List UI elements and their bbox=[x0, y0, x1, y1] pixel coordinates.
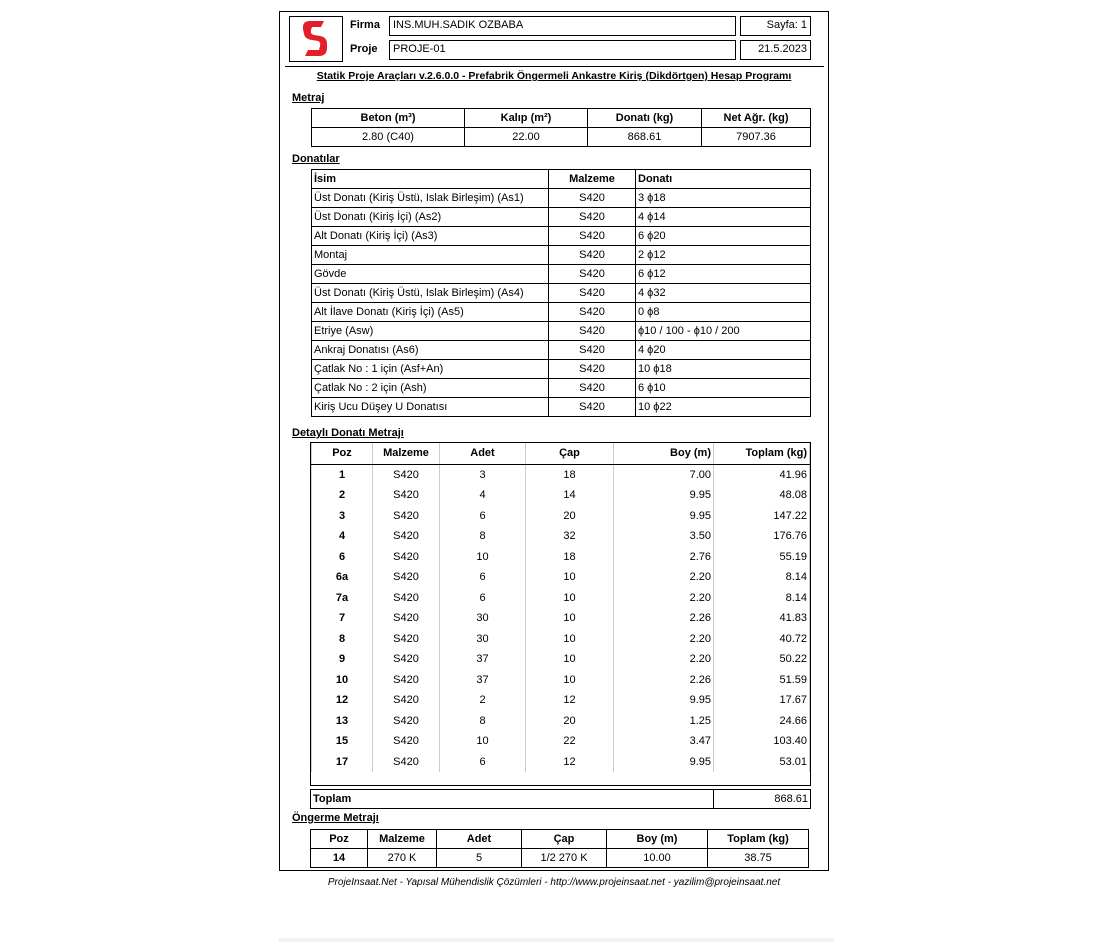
donatilar-header: İsim bbox=[312, 170, 549, 189]
cap-cell: 32 bbox=[526, 526, 614, 547]
poz-cell: 6 bbox=[312, 547, 373, 568]
toplam-cell: 40.72 bbox=[714, 629, 810, 650]
malzeme-cell: S420 bbox=[373, 731, 440, 752]
metraj-value: 7907.36 bbox=[702, 128, 811, 147]
ongerme-header: Çap bbox=[522, 830, 607, 849]
detayli-header: Boy (m) bbox=[614, 443, 714, 464]
adet-cell: 10 bbox=[440, 731, 526, 752]
donati-material: S420 bbox=[549, 341, 636, 360]
toplam-cell: 176.76 bbox=[714, 526, 810, 547]
donatilar-header: Donatı bbox=[636, 170, 811, 189]
donati-value: 2 ϕ12 bbox=[636, 246, 811, 265]
adet-cell: 6 bbox=[440, 567, 526, 588]
adet-cell: 6 bbox=[440, 752, 526, 773]
donati-material: S420 bbox=[549, 303, 636, 322]
adet-cell: 10 bbox=[440, 547, 526, 568]
malzeme-cell: S420 bbox=[373, 649, 440, 670]
footer-credit: ProjeInsaat.Net - Yapısal Mühendislik Çözümleri - http://www.projeinsaat.net - yazilim@projeinsaat.net bbox=[327, 877, 781, 888]
donati-name: Üst Donatı (Kiriş İçi) (As2) bbox=[312, 208, 549, 227]
adet-cell: 8 bbox=[440, 711, 526, 732]
poz-cell: 10 bbox=[312, 670, 373, 691]
ongerme-header: Malzeme bbox=[368, 830, 437, 849]
donati-material: S420 bbox=[549, 398, 636, 417]
donati-material: S420 bbox=[549, 360, 636, 379]
toplam-cell: 147.22 bbox=[714, 506, 810, 527]
metraj-title: Metraj bbox=[292, 92, 325, 104]
toplam-cell: 41.96 bbox=[714, 464, 810, 485]
metraj-value: 2.80 (C40) bbox=[312, 128, 465, 147]
malzeme-cell: S420 bbox=[373, 670, 440, 691]
toplam-cell: 55.19 bbox=[714, 547, 810, 568]
donati-material: S420 bbox=[549, 265, 636, 284]
firma-label: Firma bbox=[350, 19, 380, 31]
metraj-table bbox=[311, 108, 811, 147]
donati-name: Kiriş Ucu Düşey U Donatısı bbox=[312, 398, 549, 417]
adet-cell: 4 bbox=[440, 485, 526, 506]
donati-value: 4 ϕ32 bbox=[636, 284, 811, 303]
donati-name: Üst Donatı (Kiriş Üstü, Islak Birleşim) (As4) bbox=[312, 284, 549, 303]
poz-cell: 1 bbox=[312, 464, 373, 485]
malzeme-cell: S420 bbox=[373, 629, 440, 650]
malzeme-cell: S420 bbox=[373, 588, 440, 609]
donati-value: 3 ϕ18 bbox=[636, 189, 811, 208]
donati-name: Üst Donatı (Kiriş Üstü, Islak Birleşim) (As1) bbox=[312, 189, 549, 208]
boy-cell: 9.95 bbox=[614, 485, 714, 506]
malzeme-cell: S420 bbox=[373, 485, 440, 506]
ongerme-boy: 10.00 bbox=[607, 849, 708, 868]
donatilar-table bbox=[311, 169, 811, 417]
total-value: 868.61 bbox=[714, 790, 811, 809]
toplam-cell: 8.14 bbox=[714, 567, 810, 588]
malzeme-cell: S420 bbox=[373, 752, 440, 773]
poz-cell: 7 bbox=[312, 608, 373, 629]
ongerme-toplam: 38.75 bbox=[708, 849, 809, 868]
poz-cell: 13 bbox=[312, 711, 373, 732]
donati-name: Etriye (Asw) bbox=[312, 322, 549, 341]
ongerme-header: Toplam (kg) bbox=[708, 830, 809, 849]
malzeme-cell: S420 bbox=[373, 711, 440, 732]
page-number: Sayfa: 1 bbox=[766, 19, 807, 31]
donati-value: 10 ϕ18 bbox=[636, 360, 811, 379]
poz-cell: 17 bbox=[312, 752, 373, 773]
cap-cell: 20 bbox=[526, 506, 614, 527]
cap-cell: 20 bbox=[526, 711, 614, 732]
boy-cell: 9.95 bbox=[614, 752, 714, 773]
boy-cell: 2.26 bbox=[614, 608, 714, 629]
proje-label: Proje bbox=[350, 43, 378, 55]
donati-value: 10 ϕ22 bbox=[636, 398, 811, 417]
ongerme-malzeme: 270 K bbox=[368, 849, 437, 868]
detayli-header: Poz bbox=[312, 443, 373, 464]
donati-value: 4 ϕ14 bbox=[636, 208, 811, 227]
firma-value: INS.MUH.SADIK OZBABA bbox=[393, 19, 524, 31]
ongerme-adet: 5 bbox=[437, 849, 522, 868]
toplam-cell: 53.01 bbox=[714, 752, 810, 773]
program-title: Statik Proje Araçları v.2.6.0.0 - Prefabrik Öngermeli Ankastre Kiriş (Dikdörtgen) Hesap Programı bbox=[316, 70, 792, 82]
boy-cell: 7.00 bbox=[614, 464, 714, 485]
donati-name: Montaj bbox=[312, 246, 549, 265]
detayli-title: Detaylı Donatı Metrajı bbox=[292, 427, 404, 439]
ongerme-title: Öngerme Metrajı bbox=[292, 812, 379, 824]
donati-value: 6 ϕ10 bbox=[636, 379, 811, 398]
donati-value: 4 ϕ20 bbox=[636, 341, 811, 360]
boy-cell: 3.47 bbox=[614, 731, 714, 752]
cap-cell: 18 bbox=[526, 464, 614, 485]
detayli-header: Malzeme bbox=[373, 443, 440, 464]
metraj-header: Net Ağr. (kg) bbox=[702, 109, 811, 128]
malzeme-cell: S420 bbox=[373, 464, 440, 485]
donati-name: Çatlak No : 2 için (Ash) bbox=[312, 379, 549, 398]
donati-name: Alt Donatı (Kiriş İçi) (As3) bbox=[312, 227, 549, 246]
donati-value: ϕ10 / 100 - ϕ10 / 200 bbox=[636, 322, 811, 341]
ongerme-header: Boy (m) bbox=[607, 830, 708, 849]
adet-cell: 6 bbox=[440, 588, 526, 609]
malzeme-cell: S420 bbox=[373, 608, 440, 629]
poz-cell: 12 bbox=[312, 690, 373, 711]
ongerme-table bbox=[310, 829, 809, 868]
header-divider bbox=[285, 66, 824, 67]
toplam-cell: 48.08 bbox=[714, 485, 810, 506]
adet-cell: 37 bbox=[440, 670, 526, 691]
donati-value: 6 ϕ12 bbox=[636, 265, 811, 284]
adet-cell: 30 bbox=[440, 608, 526, 629]
detayli-table bbox=[311, 443, 810, 772]
proje-field bbox=[389, 40, 736, 60]
cap-cell: 10 bbox=[526, 608, 614, 629]
malzeme-cell: S420 bbox=[373, 567, 440, 588]
cap-cell: 18 bbox=[526, 547, 614, 568]
logo-box bbox=[289, 16, 343, 62]
boy-cell: 9.95 bbox=[614, 690, 714, 711]
toplam-cell: 103.40 bbox=[714, 731, 810, 752]
donati-name: Ankraj Donatısı (As6) bbox=[312, 341, 549, 360]
boy-cell: 2.76 bbox=[614, 547, 714, 568]
donati-material: S420 bbox=[549, 322, 636, 341]
poz-cell: 3 bbox=[312, 506, 373, 527]
adet-cell: 37 bbox=[440, 649, 526, 670]
detayli-header: Adet bbox=[440, 443, 526, 464]
poz-cell: 2 bbox=[312, 485, 373, 506]
metraj-header: Beton (m³) bbox=[312, 109, 465, 128]
report-date: 21.5.2023 bbox=[758, 43, 807, 55]
proje-value: PROJE-01 bbox=[393, 43, 446, 55]
adet-cell: 3 bbox=[440, 464, 526, 485]
ongerme-header: Adet bbox=[437, 830, 522, 849]
donati-material: S420 bbox=[549, 189, 636, 208]
total-table bbox=[310, 789, 811, 809]
poz-cell: 8 bbox=[312, 629, 373, 650]
poz-cell: 15 bbox=[312, 731, 373, 752]
boy-cell: 2.20 bbox=[614, 588, 714, 609]
cap-cell: 10 bbox=[526, 649, 614, 670]
ongerme-header: Poz bbox=[311, 830, 368, 849]
cap-cell: 12 bbox=[526, 690, 614, 711]
boy-cell: 1.25 bbox=[614, 711, 714, 732]
metraj-header: Donatı (kg) bbox=[588, 109, 702, 128]
cap-cell: 14 bbox=[526, 485, 614, 506]
cap-cell: 10 bbox=[526, 567, 614, 588]
poz-cell: 9 bbox=[312, 649, 373, 670]
adet-cell: 6 bbox=[440, 506, 526, 527]
boy-cell: 3.50 bbox=[614, 526, 714, 547]
donati-name: Alt İlave Donatı (Kiriş İçi) (As5) bbox=[312, 303, 549, 322]
boy-cell: 9.95 bbox=[614, 506, 714, 527]
cap-cell: 10 bbox=[526, 670, 614, 691]
donatilar-title: Donatılar bbox=[292, 153, 340, 165]
donati-value: 6 ϕ20 bbox=[636, 227, 811, 246]
toplam-cell: 24.66 bbox=[714, 711, 810, 732]
total-label: Toplam bbox=[311, 790, 714, 809]
adet-cell: 30 bbox=[440, 629, 526, 650]
malzeme-cell: S420 bbox=[373, 526, 440, 547]
donatilar-header: Malzeme bbox=[549, 170, 636, 189]
poz-cell: 4 bbox=[312, 526, 373, 547]
metraj-value: 868.61 bbox=[588, 128, 702, 147]
donati-material: S420 bbox=[549, 379, 636, 398]
detayli-header: Çap bbox=[526, 443, 614, 464]
donati-material: S420 bbox=[549, 227, 636, 246]
malzeme-cell: S420 bbox=[373, 547, 440, 568]
detayli-header: Toplam (kg) bbox=[714, 443, 810, 464]
next-page-edge bbox=[279, 938, 834, 942]
cap-cell: 10 bbox=[526, 629, 614, 650]
donati-material: S420 bbox=[549, 246, 636, 265]
donati-name: Çatlak No : 1 için (Asf+An) bbox=[312, 360, 549, 379]
metraj-value: 22.00 bbox=[465, 128, 588, 147]
malzeme-cell: S420 bbox=[373, 506, 440, 527]
toplam-cell: 17.67 bbox=[714, 690, 810, 711]
boy-cell: 2.20 bbox=[614, 649, 714, 670]
adet-cell: 2 bbox=[440, 690, 526, 711]
toplam-cell: 51.59 bbox=[714, 670, 810, 691]
boy-cell: 2.26 bbox=[614, 670, 714, 691]
logo-s-icon bbox=[290, 17, 342, 61]
cap-cell: 12 bbox=[526, 752, 614, 773]
donati-material: S420 bbox=[549, 284, 636, 303]
toplam-cell: 50.22 bbox=[714, 649, 810, 670]
ongerme-poz: 14 bbox=[311, 849, 368, 868]
boy-cell: 2.20 bbox=[614, 567, 714, 588]
cap-cell: 22 bbox=[526, 731, 614, 752]
donati-material: S420 bbox=[549, 208, 636, 227]
boy-cell: 2.20 bbox=[614, 629, 714, 650]
toplam-cell: 8.14 bbox=[714, 588, 810, 609]
firma-field bbox=[389, 16, 736, 36]
date-box bbox=[740, 40, 811, 60]
page-number-box bbox=[740, 16, 811, 36]
toplam-cell: 41.83 bbox=[714, 608, 810, 629]
adet-cell: 8 bbox=[440, 526, 526, 547]
donati-name: Gövde bbox=[312, 265, 549, 284]
poz-cell: 6a bbox=[312, 567, 373, 588]
cap-cell: 10 bbox=[526, 588, 614, 609]
donati-value: 0 ϕ8 bbox=[636, 303, 811, 322]
poz-cell: 7a bbox=[312, 588, 373, 609]
metraj-header: Kalıp (m²) bbox=[465, 109, 588, 128]
ongerme-cap: 1/2 270 K bbox=[522, 849, 607, 868]
malzeme-cell: S420 bbox=[373, 690, 440, 711]
